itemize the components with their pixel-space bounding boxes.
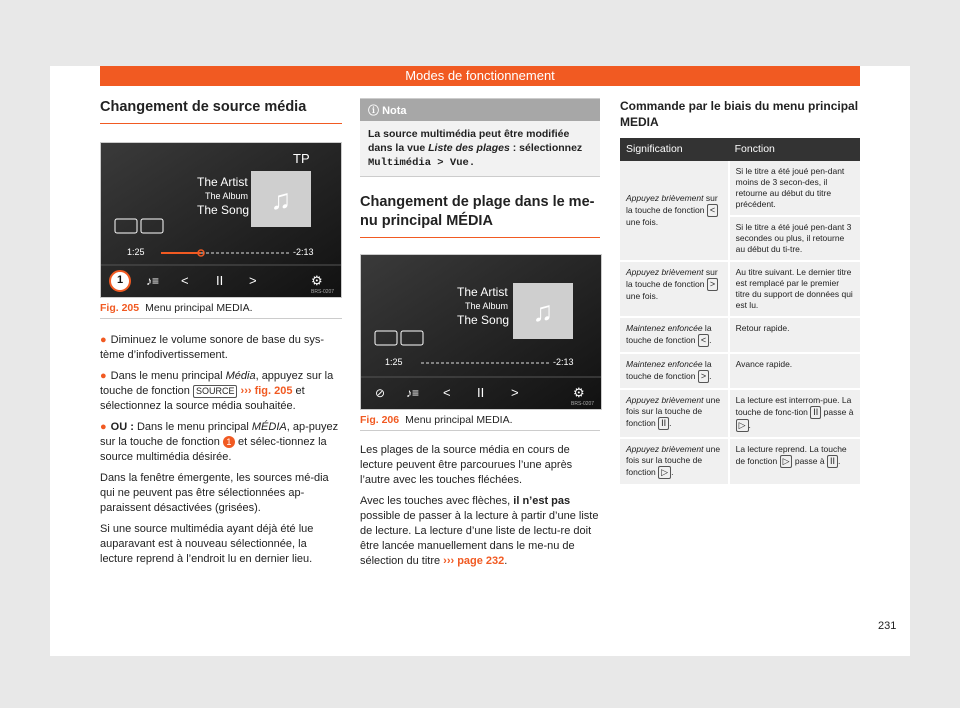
column-1: [100, 98, 342, 573]
nota-box: [360, 98, 600, 177]
table-cell: Si le titre a été joué pen-dant 3 secondes ou plus, il retourne au début du ti-tre.: [729, 216, 860, 261]
media-screen-graphic: [101, 143, 341, 297]
time-start: 1:25: [127, 247, 145, 257]
source-key: SOURCE: [193, 385, 238, 398]
paragraph-4: Dans la fenêtre émergente, les sources mé-dia qui ne peuvent pas être sélectionnées ap-paraissent désactivées (grisées).: [100, 472, 329, 514]
song-label-2: The Song: [457, 313, 510, 327]
previous-icon: <: [181, 273, 189, 288]
table-heading: Commande par le biais du menu principal MEDIA: [620, 99, 859, 129]
music-note-icon: ♫: [270, 184, 292, 215]
figure-caption-2: Fig. 206 Menu principal MEDIA.: [360, 414, 600, 431]
album-label-2: The Album: [465, 301, 509, 311]
paragraph-c2-2: Avec les touches avec flèches, il n’est pas possible de passer à la lecture à partir d’une liste de lecture. La lecture d’une liste de lectu-re doit être lancée manuellement dans le me-nu de sélection du titre ››› page 232.: [360, 495, 599, 567]
figure-number: Fig. 205: [100, 302, 140, 314]
nota-title: ⓘ Nota: [360, 99, 600, 121]
pause-icon: II: [477, 385, 485, 400]
paragraph-1: ● Diminuez le volume sonore de base du sys-tème d’infodivertissement.: [100, 334, 325, 361]
artist-label-2: The Artist: [457, 285, 508, 299]
callout-number: 1: [117, 274, 124, 286]
time-start-2: 1:25: [385, 357, 403, 367]
column-2: [360, 98, 600, 575]
no-icon: ⊘: [375, 386, 386, 400]
album-label: The Album: [205, 191, 249, 201]
column-3: [620, 98, 860, 486]
paragraph-2: ● Dans le menu principal Média, appuyez sur la touche de fonction SOURCE ››› fig. 205 et sélectionnez la source média souhaitée.: [100, 370, 334, 412]
table-cell: Si le titre a été joué pen-dant moins de 3 secon-des, il retourne au début du titre précédent.: [729, 161, 860, 216]
time-end-2: -2:13: [553, 357, 574, 367]
previous-icon: <: [443, 385, 451, 400]
table-row: Appuyez brièvement sur la touche de fonction > une fois. Au titre suivant. Le dernier titre est remplacé par le premier titre du support de données qui est lu.: [620, 261, 860, 317]
table-row: Appuyez brièvement sur la touche de fonction < une fois. Si le titre a été joué pen-dant moins de 3 secon-des, il retourne au début du titre précédent.: [620, 161, 860, 216]
media-screen-graphic-2: [361, 255, 601, 409]
settings-icon: ⚙: [311, 273, 323, 288]
figure-code: BRS-0207: [311, 289, 335, 295]
song-label: The Song: [197, 203, 250, 217]
playlist-icon: ♪≡: [406, 386, 420, 400]
media-screen-figure: [100, 142, 342, 298]
paragraph-3: ● OU : Dans le menu principal MÉDIA, ap-puyez sur la touche de fonction 1 et sélec-tionnez la source multimédia désirée.: [100, 421, 339, 463]
figure-code-2: BRS-0207: [571, 401, 595, 407]
table-cell: Avance rapide.: [729, 353, 860, 389]
paragraph-c2-1: Les plages de la source média en cours de lecture peuvent être parcourues l’une après l’autre avec les touches fléchées.: [360, 444, 573, 486]
figure-ref[interactable]: ››› fig. 205: [240, 385, 293, 397]
section-heading-2: Changement de plage dans le me-nu principal MÉDIA: [360, 193, 600, 238]
figure-caption: [100, 302, 342, 319]
page-number: 231: [878, 620, 897, 632]
table-cell: Au titre suivant. Le dernier titre est remplacé par le premier titre du support de données qui est lu.: [729, 261, 860, 317]
playlist-icon: ♪≡: [146, 274, 160, 288]
artist-label: The Artist: [197, 175, 248, 189]
music-note-icon: ♫: [532, 296, 554, 327]
pause-icon: II: [216, 273, 224, 288]
section-heading: Changement de source média: [100, 98, 342, 124]
section-header-bar: Modes de fonctionnement: [100, 66, 860, 86]
next-icon: >: [511, 385, 519, 400]
table-row: Maintenez enfoncée la touche de fonction < . Retour rapide.: [620, 317, 860, 353]
table-cell: Retour rapide.: [729, 317, 860, 353]
col-header-signification: Signification: [620, 138, 729, 161]
page-ref[interactable]: ››› page 232: [443, 555, 505, 567]
settings-icon: ⚙: [573, 385, 585, 400]
p1-text: Diminuez le volume sonore de base du sys-tème d’infodivertissement.: [100, 334, 325, 361]
nota-body: La source multimédia peut être modifiée dans la vue Liste des plages : sélectionnez Multimédia > Vue.: [368, 128, 583, 169]
media-screen-figure-2: [360, 254, 602, 410]
caption-text: Menu principal MEDIA.: [145, 302, 253, 314]
tp-label: TP: [293, 151, 310, 166]
time-end: -2:13: [293, 247, 314, 257]
table-row: Maintenez enfoncée la touche de fonction > . Avance rapide.: [620, 353, 860, 389]
col-header-fonction: Fonction: [729, 138, 860, 161]
table-row: Appuyez brièvement une fois sur la touche de fonction II . La lecture est interrom-pue. La touche de fonc-tion II passe à ▷ .: [620, 389, 860, 438]
media-controls-table: [620, 138, 860, 486]
table-row: Appuyez brièvement une fois sur la touche de fonction ▷ . La lecture reprend. La touche de fonction ▷ passe à II .: [620, 438, 860, 485]
paragraph-5: Si une source multimédia ayant déjà été lue auparavant est à nouveau sélectionnée, la lecture reprend à l’endroit lu en dernier lieu.: [100, 523, 314, 565]
next-icon: >: [249, 273, 257, 288]
function-key-1: 1: [223, 436, 235, 448]
